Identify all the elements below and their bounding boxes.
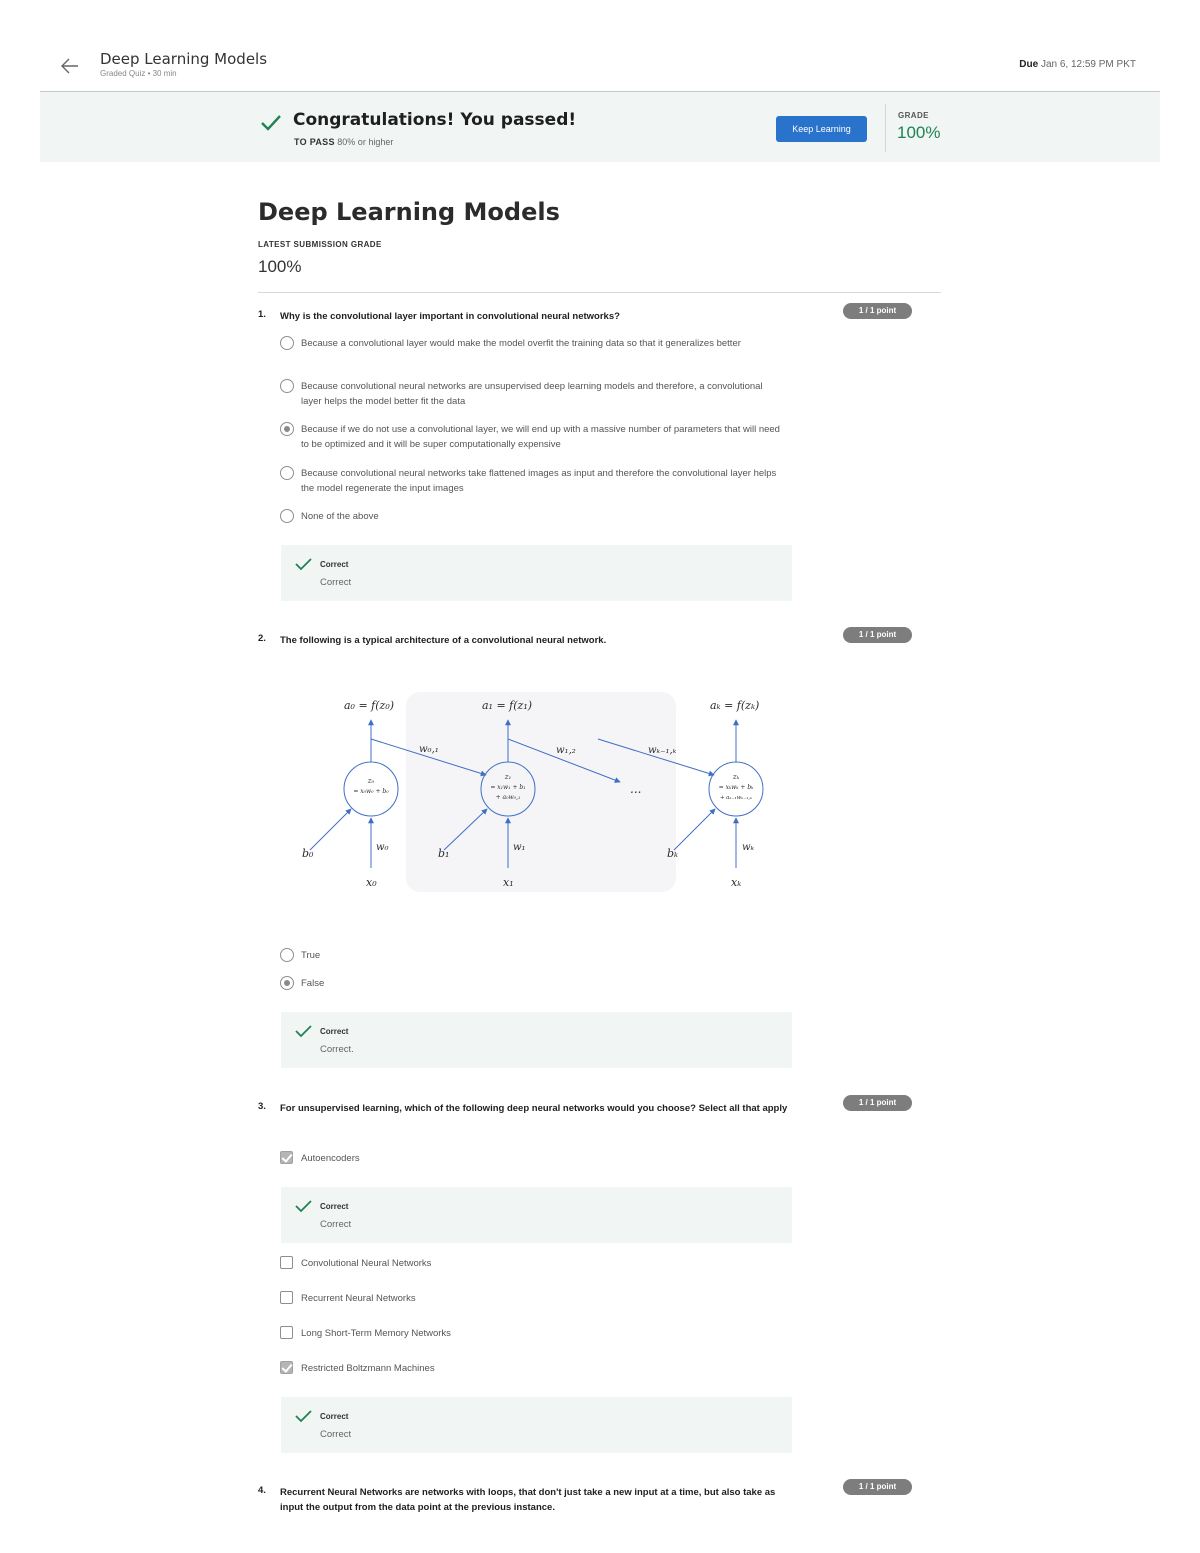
radio-button[interactable] xyxy=(280,466,294,480)
radio-button[interactable] xyxy=(280,509,294,523)
bias-arrow xyxy=(674,809,715,850)
checkbox[interactable] xyxy=(280,1326,293,1339)
activation-label: a₀ = f(z₀) xyxy=(344,699,395,712)
question-text: The following is a typical architecture of a convolutional neural network. xyxy=(280,635,607,646)
weight-label: wₖ xyxy=(742,842,755,853)
latest-grade-label: LATEST SUBMISSION GRADE xyxy=(258,240,382,249)
feedback-text: Correct xyxy=(320,1429,352,1440)
weight-label: w₁,₂ xyxy=(556,745,576,756)
input-label: x₁ xyxy=(503,876,514,889)
option-label: Restricted Boltzmann Machines xyxy=(301,1363,435,1374)
option-label: False xyxy=(301,978,325,989)
question-text: Why is the convolutional layer important in convolutional neural networks? xyxy=(280,311,620,322)
question-number: 1. xyxy=(258,309,266,320)
due-value: Jan 6, 12:59 PM PKT xyxy=(1040,59,1136,70)
grade-label: GRADE xyxy=(898,111,929,120)
feedback-title: Correct xyxy=(320,560,349,569)
feedback-box xyxy=(281,1187,792,1243)
check-icon xyxy=(295,1199,312,1214)
pass-requirement xyxy=(294,137,393,147)
feedback-text: Correct xyxy=(320,1219,352,1230)
course-title[interactable]: Deep Learning Models xyxy=(100,50,268,68)
feedback-box xyxy=(281,1012,792,1068)
bias-label: bₖ xyxy=(667,847,679,860)
option-label: Convolutional Neural Networks xyxy=(301,1258,432,1269)
option-label: Because a convolutional layer would make the model overfit the training data so that it generalizes better xyxy=(301,338,741,349)
check-icon xyxy=(295,1409,312,1424)
node-equation: = x₁w₁ + b₁ xyxy=(490,784,526,791)
check-icon xyxy=(295,1024,312,1039)
feedback-box xyxy=(281,1397,792,1453)
check-icon xyxy=(260,112,282,134)
radio-button-selected[interactable] xyxy=(280,976,294,990)
option-label: Because convolutional neural networks are unsupervised deep learning models and therefore, a convolutional layer helps the model better fit the data xyxy=(301,381,763,407)
bias-arrow xyxy=(310,809,351,850)
feedback-title: Correct xyxy=(320,1027,349,1036)
pass-banner xyxy=(40,92,1160,162)
option-label: Long Short-Term Memory Networks xyxy=(301,1328,451,1339)
node-equation: = xₖwₖ + bₖ xyxy=(718,784,754,791)
node-equation: z₀ xyxy=(367,777,375,785)
feedback-text: Correct. xyxy=(320,1044,354,1055)
node-equation: + a₀w₀,₁ xyxy=(495,794,521,801)
checkbox[interactable] xyxy=(280,1291,293,1304)
feedback-box xyxy=(281,545,792,601)
points-badge: 1 / 1 point xyxy=(843,1095,912,1111)
question-number: 3. xyxy=(258,1101,266,1112)
option-label: Recurrent Neural Networks xyxy=(301,1293,416,1304)
activation-label: aₖ = f(zₖ) xyxy=(710,699,760,712)
keep-learning-button[interactable]: Keep Learning xyxy=(776,116,867,142)
node-equation: z₁ xyxy=(504,773,512,781)
checkbox[interactable] xyxy=(280,1256,293,1269)
due-label: Due xyxy=(1019,59,1039,70)
question-text: Recurrent Neural Networks are networks with loops, that don't just take a new input at a time, but also take as input the output from the data point at the previous instance. xyxy=(280,1487,776,1513)
checkbox-checked[interactable] xyxy=(280,1151,293,1164)
feedback-title: Correct xyxy=(320,1412,349,1421)
points-badge: 1 / 1 point xyxy=(843,303,912,319)
question-number: 2. xyxy=(258,633,266,644)
grade-value: 100% xyxy=(897,123,941,142)
divider xyxy=(258,292,941,293)
input-label: xₖ xyxy=(731,876,742,889)
divider xyxy=(885,104,886,152)
node-equation: zₖ xyxy=(732,773,740,781)
option-label: None of the above xyxy=(301,511,379,522)
weight-label: w₀,₁ xyxy=(419,744,439,755)
feedback-text: Correct xyxy=(320,577,352,588)
due-date xyxy=(1019,59,1136,70)
neural-network-diagram xyxy=(286,672,796,912)
option-label: Because convolutional neural networks take flattened images as input and therefore the convolutional layer helps the model regenerate the input images xyxy=(301,468,777,494)
node-equation: = x₀w₀ + b₀ xyxy=(353,788,389,795)
back-arrow-icon[interactable] xyxy=(58,54,82,78)
radio-button-selected[interactable] xyxy=(280,422,294,436)
page-header xyxy=(40,40,1160,92)
question-number: 4. xyxy=(258,1485,266,1496)
ellipsis: ... xyxy=(630,782,642,796)
latest-grade-value: 100% xyxy=(258,257,302,276)
activation-label: a₁ = f(z₁) xyxy=(482,699,533,712)
radio-button[interactable] xyxy=(280,379,294,393)
points-badge: 1 / 1 point xyxy=(843,627,912,643)
radio-button[interactable] xyxy=(280,336,294,350)
input-label: x₀ xyxy=(366,876,377,889)
check-icon xyxy=(295,557,312,572)
weight-label: wₖ₋₁,ₖ xyxy=(648,745,677,756)
feedback-title: Correct xyxy=(320,1202,349,1211)
weight-label: w₁ xyxy=(513,842,526,853)
to-pass-label: TO PASS xyxy=(294,137,335,147)
radio-button[interactable] xyxy=(280,948,294,962)
to-pass-value: 80% or higher xyxy=(337,137,394,147)
bias-label: b₁ xyxy=(438,847,450,860)
checkbox-checked[interactable] xyxy=(280,1361,293,1374)
quiz-subtitle: Graded Quiz • 30 min xyxy=(100,69,177,78)
option-label: Autoencoders xyxy=(301,1153,360,1164)
option-label: True xyxy=(301,950,321,961)
weight-label: w₀ xyxy=(376,842,389,853)
question-text: For unsupervised learning, which of the following deep neural networks would you choose? Select all that apply xyxy=(280,1103,788,1114)
page-title: Deep Learning Models xyxy=(258,198,560,226)
pass-message: Congratulations! You passed! xyxy=(293,110,577,130)
bias-label: b₀ xyxy=(302,847,314,860)
option-label: Because if we do not use a convolutional layer, we will end up with a massive number of parameters that will need to be optimized and it will be super computationally expensive xyxy=(301,424,780,450)
node-equation: + aₖ₋₁wₖ₋₁,ₖ xyxy=(719,795,753,801)
points-badge: 1 / 1 point xyxy=(843,1479,912,1495)
